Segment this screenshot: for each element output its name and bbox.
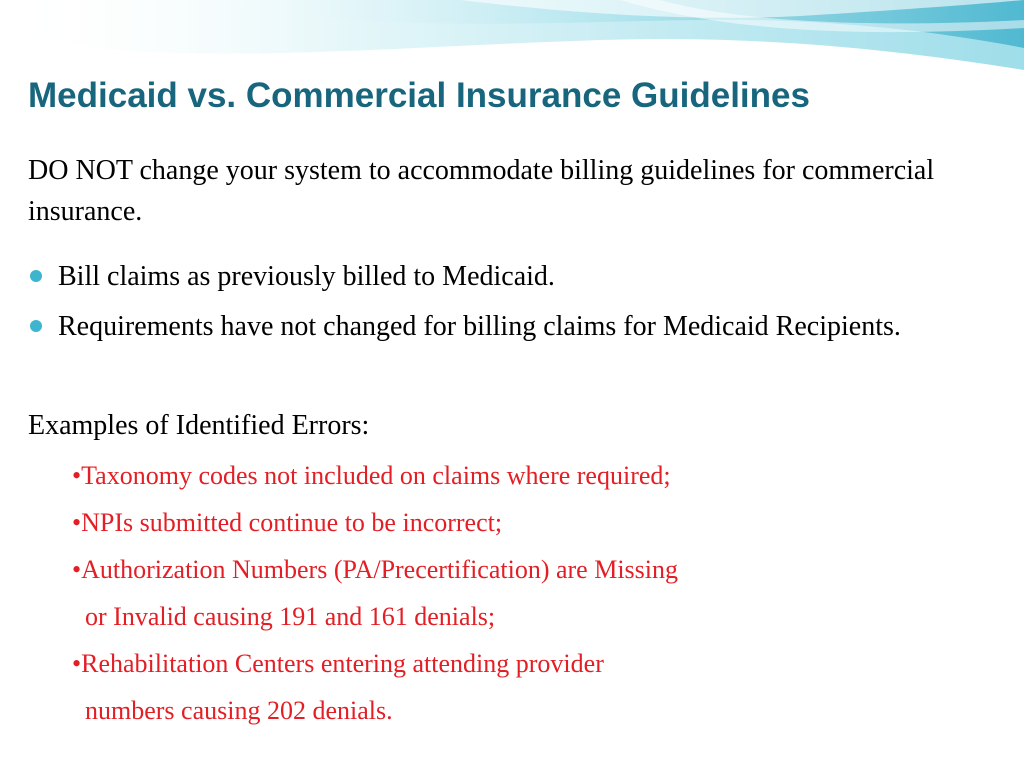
guideline-bullets: [28, 256, 988, 356]
error-item-continuation: numbers causing 202 denials.: [85, 696, 393, 725]
error-text: Taxonomy codes not included on claims where required;: [81, 461, 671, 490]
bullet-dot-icon: [30, 270, 42, 282]
error-item: [72, 452, 972, 499]
error-item: [72, 640, 972, 687]
bullet-dot-icon: •: [72, 508, 82, 537]
list-item: [28, 306, 988, 347]
list-item: [28, 256, 988, 297]
examples-heading: Examples of Identified Errors:: [28, 410, 370, 441]
error-item-continuation: or Invalid causing 191 and 161 denials;: [85, 602, 496, 631]
error-text: NPIs submitted continue to be incorrect;: [81, 508, 503, 537]
error-item: [72, 546, 972, 593]
bullet-text: Requirements have not changed for billing claims for Medicaid Recipients.: [58, 311, 901, 342]
intro-text: DO NOT change your system to accommodate billing guidelines for commercial insurance.: [28, 155, 935, 227]
bullet-dot-icon: •: [72, 649, 82, 678]
bullet-text: Bill claims as previously billed to Medicaid.: [58, 261, 555, 292]
error-text: Authorization Numbers (PA/Precertification) are Missing: [81, 555, 679, 584]
slide-title: Medicaid vs. Commercial Insurance Guidelines: [28, 76, 810, 115]
bullet-dot-icon: •: [72, 461, 82, 490]
error-examples-list: [72, 452, 972, 734]
error-item: [72, 499, 972, 546]
bullet-dot-icon: •: [72, 555, 82, 584]
error-text: Rehabilitation Centers entering attending provider: [81, 649, 604, 678]
bullet-dot-icon: [30, 320, 42, 332]
